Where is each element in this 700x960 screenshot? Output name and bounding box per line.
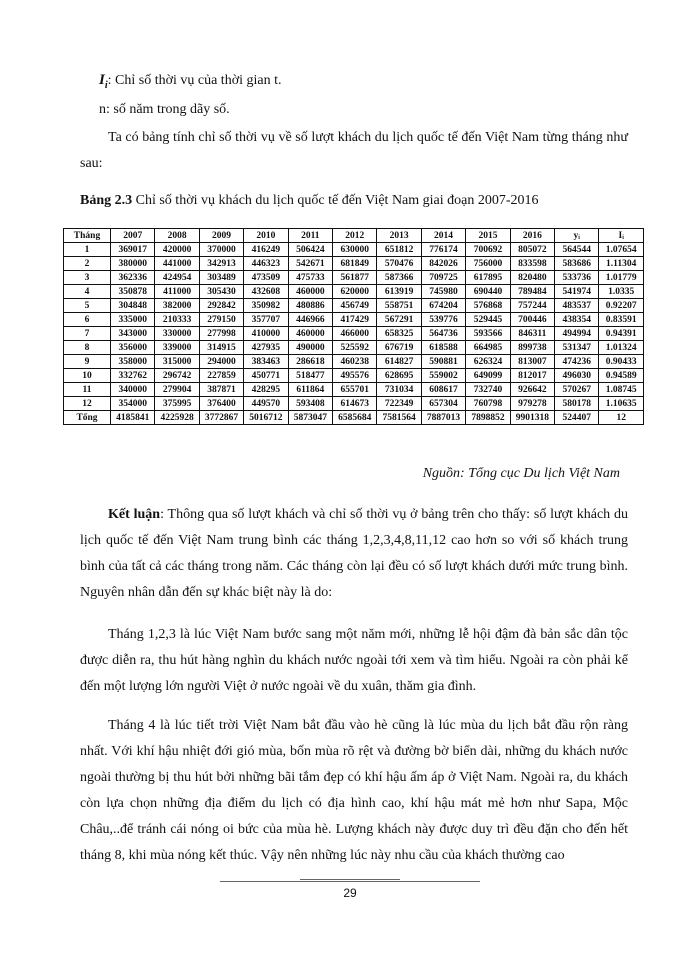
table-cell: 506424 bbox=[288, 243, 332, 257]
table-cell: 617895 bbox=[466, 271, 510, 285]
table-row bbox=[64, 341, 644, 355]
table-cell: 1.01779 bbox=[599, 271, 644, 285]
definition-i bbox=[99, 71, 281, 95]
table-header-cell: 2013 bbox=[377, 229, 421, 243]
table-cell: 4 bbox=[64, 285, 111, 299]
table-row bbox=[64, 313, 644, 327]
table-cell: 820480 bbox=[510, 271, 554, 285]
table-row bbox=[64, 285, 644, 299]
table-cell: 383463 bbox=[244, 355, 288, 369]
table-cell: 833598 bbox=[510, 257, 554, 271]
table-header-cell: 2009 bbox=[199, 229, 243, 243]
table-header-cell: 2016 bbox=[510, 229, 554, 243]
table-header-row bbox=[64, 229, 644, 243]
table-cell: 5016712 bbox=[244, 411, 288, 425]
table-cell: 354000 bbox=[111, 397, 155, 411]
table-header-cell: 2015 bbox=[466, 229, 510, 243]
table-cell: 3772867 bbox=[199, 411, 243, 425]
table-cell: 441000 bbox=[155, 257, 199, 271]
table-row bbox=[64, 243, 644, 257]
table-cell: 466000 bbox=[333, 327, 377, 341]
table-cell: 1.10635 bbox=[599, 397, 644, 411]
table-cell: 340000 bbox=[111, 383, 155, 397]
table-header-cell: Tháng bbox=[64, 229, 111, 243]
table-cell: 417429 bbox=[333, 313, 377, 327]
table-cell: 473509 bbox=[244, 271, 288, 285]
table-cell: 564544 bbox=[555, 243, 599, 257]
table-cell: 227859 bbox=[199, 369, 243, 383]
table-row bbox=[64, 397, 644, 411]
table-cell: 1.11304 bbox=[599, 257, 644, 271]
page-number: 29 bbox=[343, 886, 357, 900]
table-cell: 529445 bbox=[466, 313, 510, 327]
table-cell: 362336 bbox=[111, 271, 155, 285]
table-cell: 539776 bbox=[421, 313, 465, 327]
table-cell: 1.08745 bbox=[599, 383, 644, 397]
source-note: Nguồn: Tổng cục Du lịch Việt Nam bbox=[422, 466, 620, 481]
table-cell: 339000 bbox=[155, 341, 199, 355]
table-cell: 279904 bbox=[155, 383, 199, 397]
table-cell: 449570 bbox=[244, 397, 288, 411]
table-row bbox=[64, 327, 644, 341]
table-cell: 3 bbox=[64, 271, 111, 285]
table-cell: 846311 bbox=[510, 327, 554, 341]
table-header-cell: 2010 bbox=[244, 229, 288, 243]
table-cell: 626324 bbox=[466, 355, 510, 369]
table-cell: 611864 bbox=[288, 383, 332, 397]
table-cell: 357707 bbox=[244, 313, 288, 327]
table-cell: 12 bbox=[64, 397, 111, 411]
i-symbol: $I_i$ bbox=[99, 72, 108, 91]
table-cell: 303489 bbox=[199, 271, 243, 285]
table-header-cell: yᵢ bbox=[555, 229, 599, 243]
table-cell: 0.94589 bbox=[599, 369, 644, 383]
table-header-cell: 2012 bbox=[333, 229, 377, 243]
table-cell: 7898852 bbox=[466, 411, 510, 425]
table-cell: 460000 bbox=[288, 285, 332, 299]
table-cell: 561877 bbox=[333, 271, 377, 285]
table-cell: 460238 bbox=[333, 355, 377, 369]
table-header-cell: 2007 bbox=[111, 229, 155, 243]
table-cell: 1.01324 bbox=[599, 341, 644, 355]
table-cell: 286618 bbox=[288, 355, 332, 369]
table-cell: 618588 bbox=[421, 341, 465, 355]
table-cell: 446323 bbox=[244, 257, 288, 271]
table-cell: 376400 bbox=[199, 397, 243, 411]
table-cell: 518477 bbox=[288, 369, 332, 383]
table-cell: 731034 bbox=[377, 383, 421, 397]
table-cell: 382000 bbox=[155, 299, 199, 313]
table-cell: 5 bbox=[64, 299, 111, 313]
table-cell: 370000 bbox=[199, 243, 243, 257]
table-cell: 292842 bbox=[199, 299, 243, 313]
table-cell: 593566 bbox=[466, 327, 510, 341]
table-cell: 926642 bbox=[510, 383, 554, 397]
table-cell: 1.07654 bbox=[599, 243, 644, 257]
table-cell: 776174 bbox=[421, 243, 465, 257]
table-cell: 438354 bbox=[555, 313, 599, 327]
table-cell: 700692 bbox=[466, 243, 510, 257]
table-cell: 387871 bbox=[199, 383, 243, 397]
table-cell: 593408 bbox=[288, 397, 332, 411]
table-cell: 789484 bbox=[510, 285, 554, 299]
table-row bbox=[64, 299, 644, 313]
table-cell: 658325 bbox=[377, 327, 421, 341]
table-cell: 305430 bbox=[199, 285, 243, 299]
table-cell: 570476 bbox=[377, 257, 421, 271]
table-cell: 690440 bbox=[466, 285, 510, 299]
table-cell: 757244 bbox=[510, 299, 554, 313]
table-header-cell: 2011 bbox=[288, 229, 332, 243]
table-cell: 0.83591 bbox=[599, 313, 644, 327]
table-cell: 620000 bbox=[333, 285, 377, 299]
conclusion-paragraph bbox=[80, 502, 628, 606]
table-cell: 655701 bbox=[333, 383, 377, 397]
table-cell: 531347 bbox=[555, 341, 599, 355]
table-header-cell: 2014 bbox=[421, 229, 465, 243]
table-cell: 541974 bbox=[555, 285, 599, 299]
table-cell: 1 bbox=[64, 243, 111, 257]
table-cell: 812017 bbox=[510, 369, 554, 383]
table-cell: 813007 bbox=[510, 355, 554, 369]
table-cell: 494994 bbox=[555, 327, 599, 341]
table-cell: 674204 bbox=[421, 299, 465, 313]
table-cell: 460000 bbox=[288, 327, 332, 341]
table-cell: 11 bbox=[64, 383, 111, 397]
table-cell: 558751 bbox=[377, 299, 421, 313]
table-cell: 416249 bbox=[244, 243, 288, 257]
table-cell: 4185841 bbox=[111, 411, 155, 425]
table-cell: 315000 bbox=[155, 355, 199, 369]
table-cell: 330000 bbox=[155, 327, 199, 341]
table-cell: 681849 bbox=[333, 257, 377, 271]
caption-label: Bảng 2.3 bbox=[80, 193, 133, 208]
table-cell: 590881 bbox=[421, 355, 465, 369]
table-cell: 542671 bbox=[288, 257, 332, 271]
table-cell: 7887013 bbox=[421, 411, 465, 425]
table-cell: 732740 bbox=[466, 383, 510, 397]
table-cell: 358000 bbox=[111, 355, 155, 369]
table-cell: 496030 bbox=[555, 369, 599, 383]
table-cell: 614673 bbox=[333, 397, 377, 411]
table-cell: 456749 bbox=[333, 299, 377, 313]
table-cell: 630000 bbox=[333, 243, 377, 257]
table-cell: 524407 bbox=[555, 411, 599, 425]
table-cell: 474236 bbox=[555, 355, 599, 369]
table-cell: 525592 bbox=[333, 341, 377, 355]
table-cell: 756000 bbox=[466, 257, 510, 271]
table-cell: 613919 bbox=[377, 285, 421, 299]
footer-rule-short bbox=[300, 879, 400, 880]
table-row bbox=[64, 257, 644, 271]
table-header-cell: Iᵢ bbox=[599, 229, 644, 243]
table-row bbox=[64, 383, 644, 397]
table-cell: 369017 bbox=[111, 243, 155, 257]
table-cell: 580178 bbox=[555, 397, 599, 411]
table-cell: 899738 bbox=[510, 341, 554, 355]
table-row bbox=[64, 271, 644, 285]
table-cell: 424954 bbox=[155, 271, 199, 285]
table-cell: 8 bbox=[64, 341, 111, 355]
table-cell: 350982 bbox=[244, 299, 288, 313]
table-cell: 296742 bbox=[155, 369, 199, 383]
table-cell: 6 bbox=[64, 313, 111, 327]
table-cell: 420000 bbox=[155, 243, 199, 257]
table-cell: 1.0335 bbox=[599, 285, 644, 299]
table-cell: 664985 bbox=[466, 341, 510, 355]
footer-rule bbox=[220, 881, 480, 882]
table-cell: 480886 bbox=[288, 299, 332, 313]
table-cell: 628695 bbox=[377, 369, 421, 383]
table-cell: 294000 bbox=[199, 355, 243, 369]
table-cell: 495576 bbox=[333, 369, 377, 383]
table-cell: 9 bbox=[64, 355, 111, 369]
table-cell: 10 bbox=[64, 369, 111, 383]
table-cell: 583686 bbox=[555, 257, 599, 271]
table-cell: 380000 bbox=[111, 257, 155, 271]
table-cell: 210333 bbox=[155, 313, 199, 327]
table-cell: 428295 bbox=[244, 383, 288, 397]
table-cell: 567291 bbox=[377, 313, 421, 327]
table-cell: 709725 bbox=[421, 271, 465, 285]
table-cell: 700446 bbox=[510, 313, 554, 327]
definition-i-text: : Chỉ số thời vụ của thời gian t. bbox=[107, 73, 282, 88]
table-cell: 314915 bbox=[199, 341, 243, 355]
table-cell: 475733 bbox=[288, 271, 332, 285]
table-cell: 6585684 bbox=[333, 411, 377, 425]
table-cell: 0.94391 bbox=[599, 327, 644, 341]
table-cell: 304848 bbox=[111, 299, 155, 313]
months-1-3-paragraph: Tháng 1,2,3 là lúc Việt Nam bước sang một năm mới, những lễ hội đậm đà bản sắc dân tộc được diễn ra, thu hút hàng nghìn du khách nước ngoài tới xem và tìm hiểu. Ngoài ra còn phải kể đến một lượng lớn người Việt ở nước ngoài về du xuân, thăm gia đình. bbox=[80, 627, 628, 694]
table-cell: 979278 bbox=[510, 397, 554, 411]
table-row bbox=[64, 355, 644, 369]
table-cell: 842026 bbox=[421, 257, 465, 271]
table-cell: 450771 bbox=[244, 369, 288, 383]
table-cell: 576868 bbox=[466, 299, 510, 313]
table-cell: 411000 bbox=[155, 285, 199, 299]
table-cell: 587366 bbox=[377, 271, 421, 285]
table-cell: 9901318 bbox=[510, 411, 554, 425]
table-cell: 5873047 bbox=[288, 411, 332, 425]
table-cell: 12 bbox=[599, 411, 644, 425]
table-cell: 805072 bbox=[510, 243, 554, 257]
intro-paragraph: Ta có bảng tính chỉ số thời vụ về số lượt khách du lịch quốc tế đến Việt Nam từng tháng như sau: bbox=[80, 130, 628, 171]
table-cell: 0.90433 bbox=[599, 355, 644, 369]
table-cell: 375995 bbox=[155, 397, 199, 411]
table-cell: 343000 bbox=[111, 327, 155, 341]
table-caption bbox=[80, 193, 539, 209]
caption-text: Chỉ số thời vụ khách du lịch quốc tế đến Việt Nam giai đoạn 2007-2016 bbox=[132, 193, 539, 208]
table-cell: 649099 bbox=[466, 369, 510, 383]
table-cell: 279150 bbox=[199, 313, 243, 327]
table-cell: 559002 bbox=[421, 369, 465, 383]
table-cell: 564736 bbox=[421, 327, 465, 341]
table-cell: 676719 bbox=[377, 341, 421, 355]
conclusion-text: : Thông qua số lượt khách và chỉ số thời vụ ở bảng trên cho thấy: số lượt khách du lịch quốc tế đến Việt Nam trung bình các tháng 1,2,3,4,8,11,12 cao hơn so với số khách trung bình của tất cả các tháng trong năm. Các tháng còn lại đều có số lượt khách dưới mức trung bình. Nguyên nhân dẫn đến sự khác biệt này là do: bbox=[80, 507, 629, 600]
table-cell: 335000 bbox=[111, 313, 155, 327]
table-cell: 657304 bbox=[421, 397, 465, 411]
table-cell: 4225928 bbox=[155, 411, 199, 425]
table-cell: 483537 bbox=[555, 299, 599, 313]
table-cell: 760798 bbox=[466, 397, 510, 411]
table-row bbox=[64, 369, 644, 383]
month-4-paragraph: Tháng 4 là lúc tiết trời Việt Nam bắt đầu vào hè cũng là lúc mùa du lịch bắt đầu rộn ràng nhất. Với khí hậu nhiệt đới gió mùa, bốn mùa rõ rệt và đường bờ biển dài, những du khách nước ngoài thường bị thu hút bởi những bãi tắm đẹp có khí hậu ấm áp ở Việt Nam. Ngoài ra, du khách còn lựa chọn những địa điểm du lịch có địa hình cao, khí hậu mát mẻ hơn như Sapa, Mộc Châu,..để tránh cái nóng oi bức của mùa hè. Lượng khách này được duy trì đều đặn cho đến hết tháng 8, khi mùa nóng kết thúc. Vậy nên những lúc này nhu cầu của khách thường cao bbox=[80, 718, 628, 863]
table-cell: 614827 bbox=[377, 355, 421, 369]
table-cell: 332762 bbox=[111, 369, 155, 383]
table-cell: 350878 bbox=[111, 285, 155, 299]
table-total-row bbox=[64, 411, 644, 425]
table-cell: 427935 bbox=[244, 341, 288, 355]
table-cell: 432608 bbox=[244, 285, 288, 299]
table-cell: 277998 bbox=[199, 327, 243, 341]
table-cell: 2 bbox=[64, 257, 111, 271]
table-cell: 570267 bbox=[555, 383, 599, 397]
table-cell: 651812 bbox=[377, 243, 421, 257]
table-header-cell: 2008 bbox=[155, 229, 199, 243]
table-cell: 342913 bbox=[199, 257, 243, 271]
seasonal-index-table bbox=[63, 228, 644, 425]
table-cell: 446966 bbox=[288, 313, 332, 327]
definition-n: n: số năm trong dãy số. bbox=[99, 102, 230, 117]
table-cell: Tổng bbox=[64, 411, 111, 425]
table-cell: 722349 bbox=[377, 397, 421, 411]
table-cell: 7581564 bbox=[377, 411, 421, 425]
conclusion-label: Kết luận bbox=[108, 507, 161, 522]
table-cell: 7 bbox=[64, 327, 111, 341]
table-cell: 490000 bbox=[288, 341, 332, 355]
table-cell: 356000 bbox=[111, 341, 155, 355]
table-cell: 0.92207 bbox=[599, 299, 644, 313]
table-cell: 608617 bbox=[421, 383, 465, 397]
table-cell: 745980 bbox=[421, 285, 465, 299]
table-cell: 533736 bbox=[555, 271, 599, 285]
table-cell: 410000 bbox=[244, 327, 288, 341]
